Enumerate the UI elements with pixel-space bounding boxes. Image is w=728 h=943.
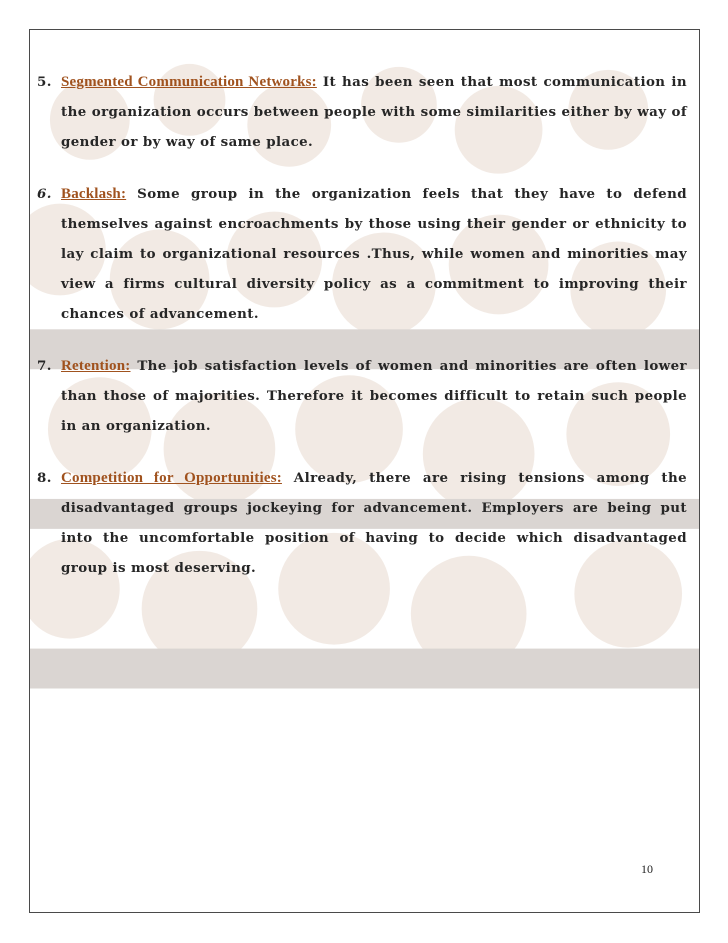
item-number: 8. <box>37 470 52 486</box>
document-body <box>37 67 687 605</box>
list-item <box>37 179 687 329</box>
page-frame <box>29 29 700 913</box>
list-item <box>37 67 687 157</box>
item-text: Already, there are rising tensions among the disadvantaged groups jockeying for advancement. Employers are being put into the uncomfortable position of having to decide which disadvantaged group is most deserving. <box>61 470 688 576</box>
item-heading: Segmented Communication Networks: <box>61 74 317 90</box>
list-item <box>37 463 687 583</box>
list-item <box>37 351 687 441</box>
item-number: 7. <box>37 358 52 374</box>
item-number: 5. <box>37 74 52 90</box>
item-heading: Competition for Opportunities: <box>61 470 282 486</box>
item-heading: Retention: <box>61 358 131 374</box>
page-number: 10 <box>641 862 653 876</box>
item-number: 6. <box>37 186 52 202</box>
item-heading: Backlash: <box>61 186 127 202</box>
item-text: It has been seen that most communication in the organization occurs between people with some similarities either by way of gender or by way of same place. <box>61 74 687 150</box>
item-text: Some group in the organization feels that they have to defend themselves against encroachments by those using their gender or ethnicity to lay claim to organizational resources .Thus, while women and minorities may view a firms cultural diversity policy as a commitment to improving their chances of advancement. <box>61 186 687 322</box>
item-text: The job satisfaction levels of women and minorities are often lower than those of majorities. Therefore it becomes difficult to retain such people in an organization. <box>61 358 687 434</box>
